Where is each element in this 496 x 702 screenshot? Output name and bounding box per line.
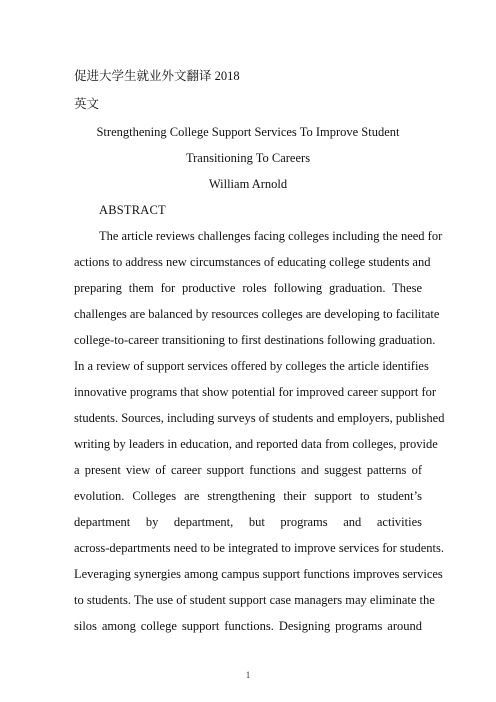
abstract-line: In a review of support services offered by colleges the article identifies — [74, 359, 429, 373]
abstract-line: students. Sources, including surveys of students and employers, published — [74, 411, 445, 425]
abstract-line: silos among college support functions. Designing programs around — [74, 619, 422, 633]
abstract-heading: ABSTRACT — [99, 203, 166, 217]
article-title-line-2: Transitioning To Careers — [185, 151, 311, 165]
abstract-line: department by department, but programs and activities — [74, 515, 422, 529]
abstract-line: The article reviews challenges facing colleges including the need for — [99, 229, 443, 243]
article-author: William Arnold — [208, 177, 288, 191]
abstract-line: preparing them for productive roles following graduation. These — [74, 281, 422, 295]
abstract-line: actions to address new circumstances of educating college students and — [74, 255, 431, 269]
abstract-line: innovative programs that show potential for improved career support for — [74, 385, 437, 399]
abstract-line: evolution. Colleges are strengthening their support to student’s — [74, 489, 422, 503]
document-title-chinese: 促进大学生就业外文翻译 2018 — [74, 69, 240, 83]
abstract-line: writing by leaders in education, and reported data from colleges, provide — [74, 437, 438, 451]
abstract-line: across-departments need to be integrated to improve services for students. — [74, 541, 445, 555]
language-label: 英文 — [74, 97, 100, 111]
abstract-line: Leveraging synergies among campus support functions improves services — [74, 567, 443, 581]
article-title-line-1: Strengthening College Support Services To Improve Student — [96, 125, 400, 139]
abstract-line: college-to-career transitioning to first destinations following graduation. — [74, 333, 436, 347]
abstract-line: a present view of career support functions and suggest patterns of — [74, 463, 422, 477]
abstract-line: challenges are balanced by resources colleges are developing to facilitate — [74, 307, 440, 321]
page-number: 1 — [245, 670, 251, 680]
abstract-line: to students. The use of student support case managers may eliminate the — [74, 593, 435, 607]
